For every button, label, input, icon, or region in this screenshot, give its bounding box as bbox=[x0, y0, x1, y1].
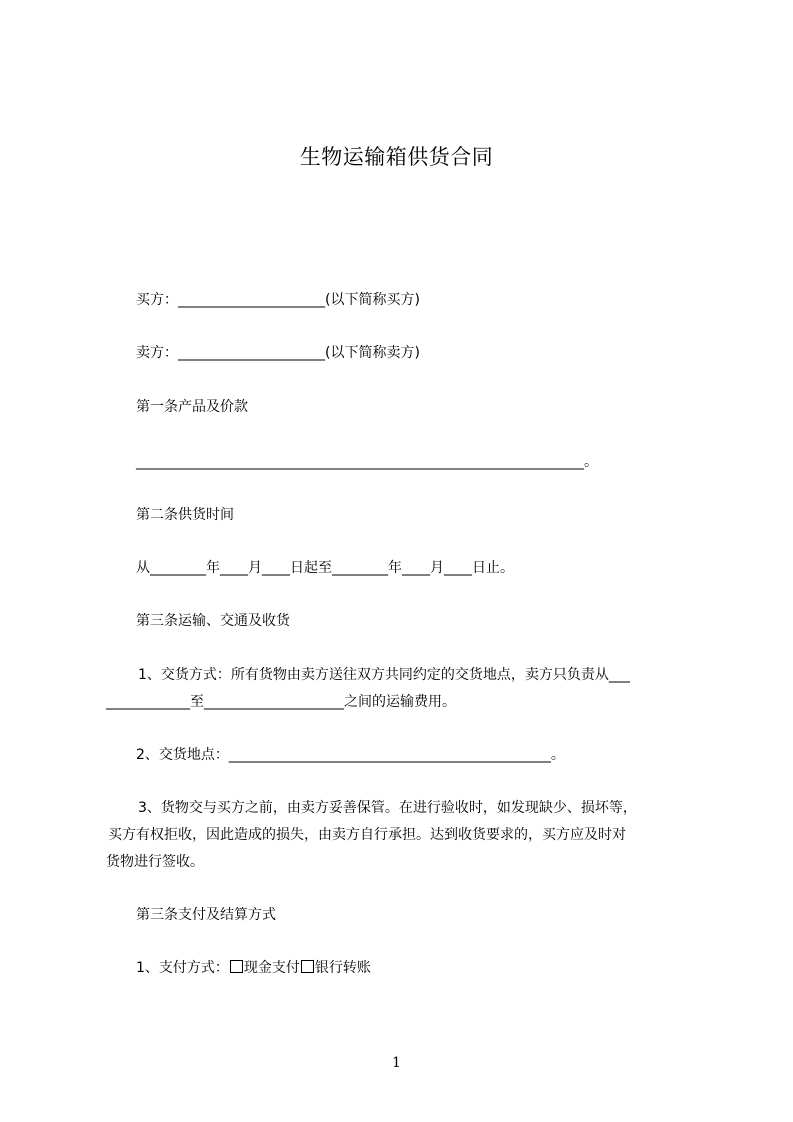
article-2-heading: 第二条供货时间 bbox=[136, 507, 234, 523]
delivery-location: 2、交货地点：______________________________________________。 bbox=[136, 747, 565, 763]
seller-suffix: (以下简称卖方) bbox=[325, 345, 420, 361]
buyer-blank: _____________________ bbox=[178, 292, 325, 308]
article-4-heading: 第三条支付及结算方式 bbox=[136, 907, 276, 923]
bank-transfer-checkbox[interactable] bbox=[301, 960, 314, 973]
document-title: 生物运输箱供货合同 bbox=[299, 145, 494, 169]
buyer-label: 买方： bbox=[136, 292, 178, 308]
payment-method-label: 1、支付方式： bbox=[136, 960, 229, 976]
period: 。 bbox=[584, 454, 598, 470]
cash-option-label: 现金支付 bbox=[243, 960, 300, 976]
page-number: 1 bbox=[392, 1055, 401, 1071]
custody-clause-line3: 货物进行签收。 bbox=[106, 854, 204, 870]
product-blank: ________________________________________________________________ bbox=[136, 454, 584, 470]
supply-period-text: 从________年____月____日起至________年____月____日止。 bbox=[136, 560, 514, 576]
delivery-method-line1: 1、交货方式：所有货物由卖方送往双方共同约定的交货地点，卖方只负责从___ bbox=[138, 667, 630, 683]
bank-option-label: 银行转账 bbox=[314, 960, 371, 976]
payment-method-line bbox=[136, 958, 371, 978]
cash-checkbox[interactable] bbox=[230, 960, 243, 973]
seller-label: 卖方： bbox=[136, 345, 178, 361]
custody-clause-line1: 3、货物交与买方之前，由卖方妥善保管。在进行验收时，如发现缺少、损坏等， bbox=[138, 800, 637, 816]
buyer-line bbox=[136, 290, 420, 310]
article-1-blank-line bbox=[136, 452, 598, 472]
custody-clause-line2: 买方有权拒收，因此造成的损失，由卖方自行承担。达到收货要求的，买方应及时对 bbox=[108, 827, 626, 843]
article-1-heading: 第一条产品及价款 bbox=[136, 399, 248, 415]
delivery-method-line2: ____________至____________________之间的运输费用。 bbox=[106, 694, 456, 710]
article-3-heading: 第三条运输、交通及收货 bbox=[136, 613, 290, 629]
buyer-suffix: (以下简称买方) bbox=[325, 292, 420, 308]
seller-blank: _____________________ bbox=[178, 345, 325, 361]
seller-line bbox=[136, 343, 420, 363]
